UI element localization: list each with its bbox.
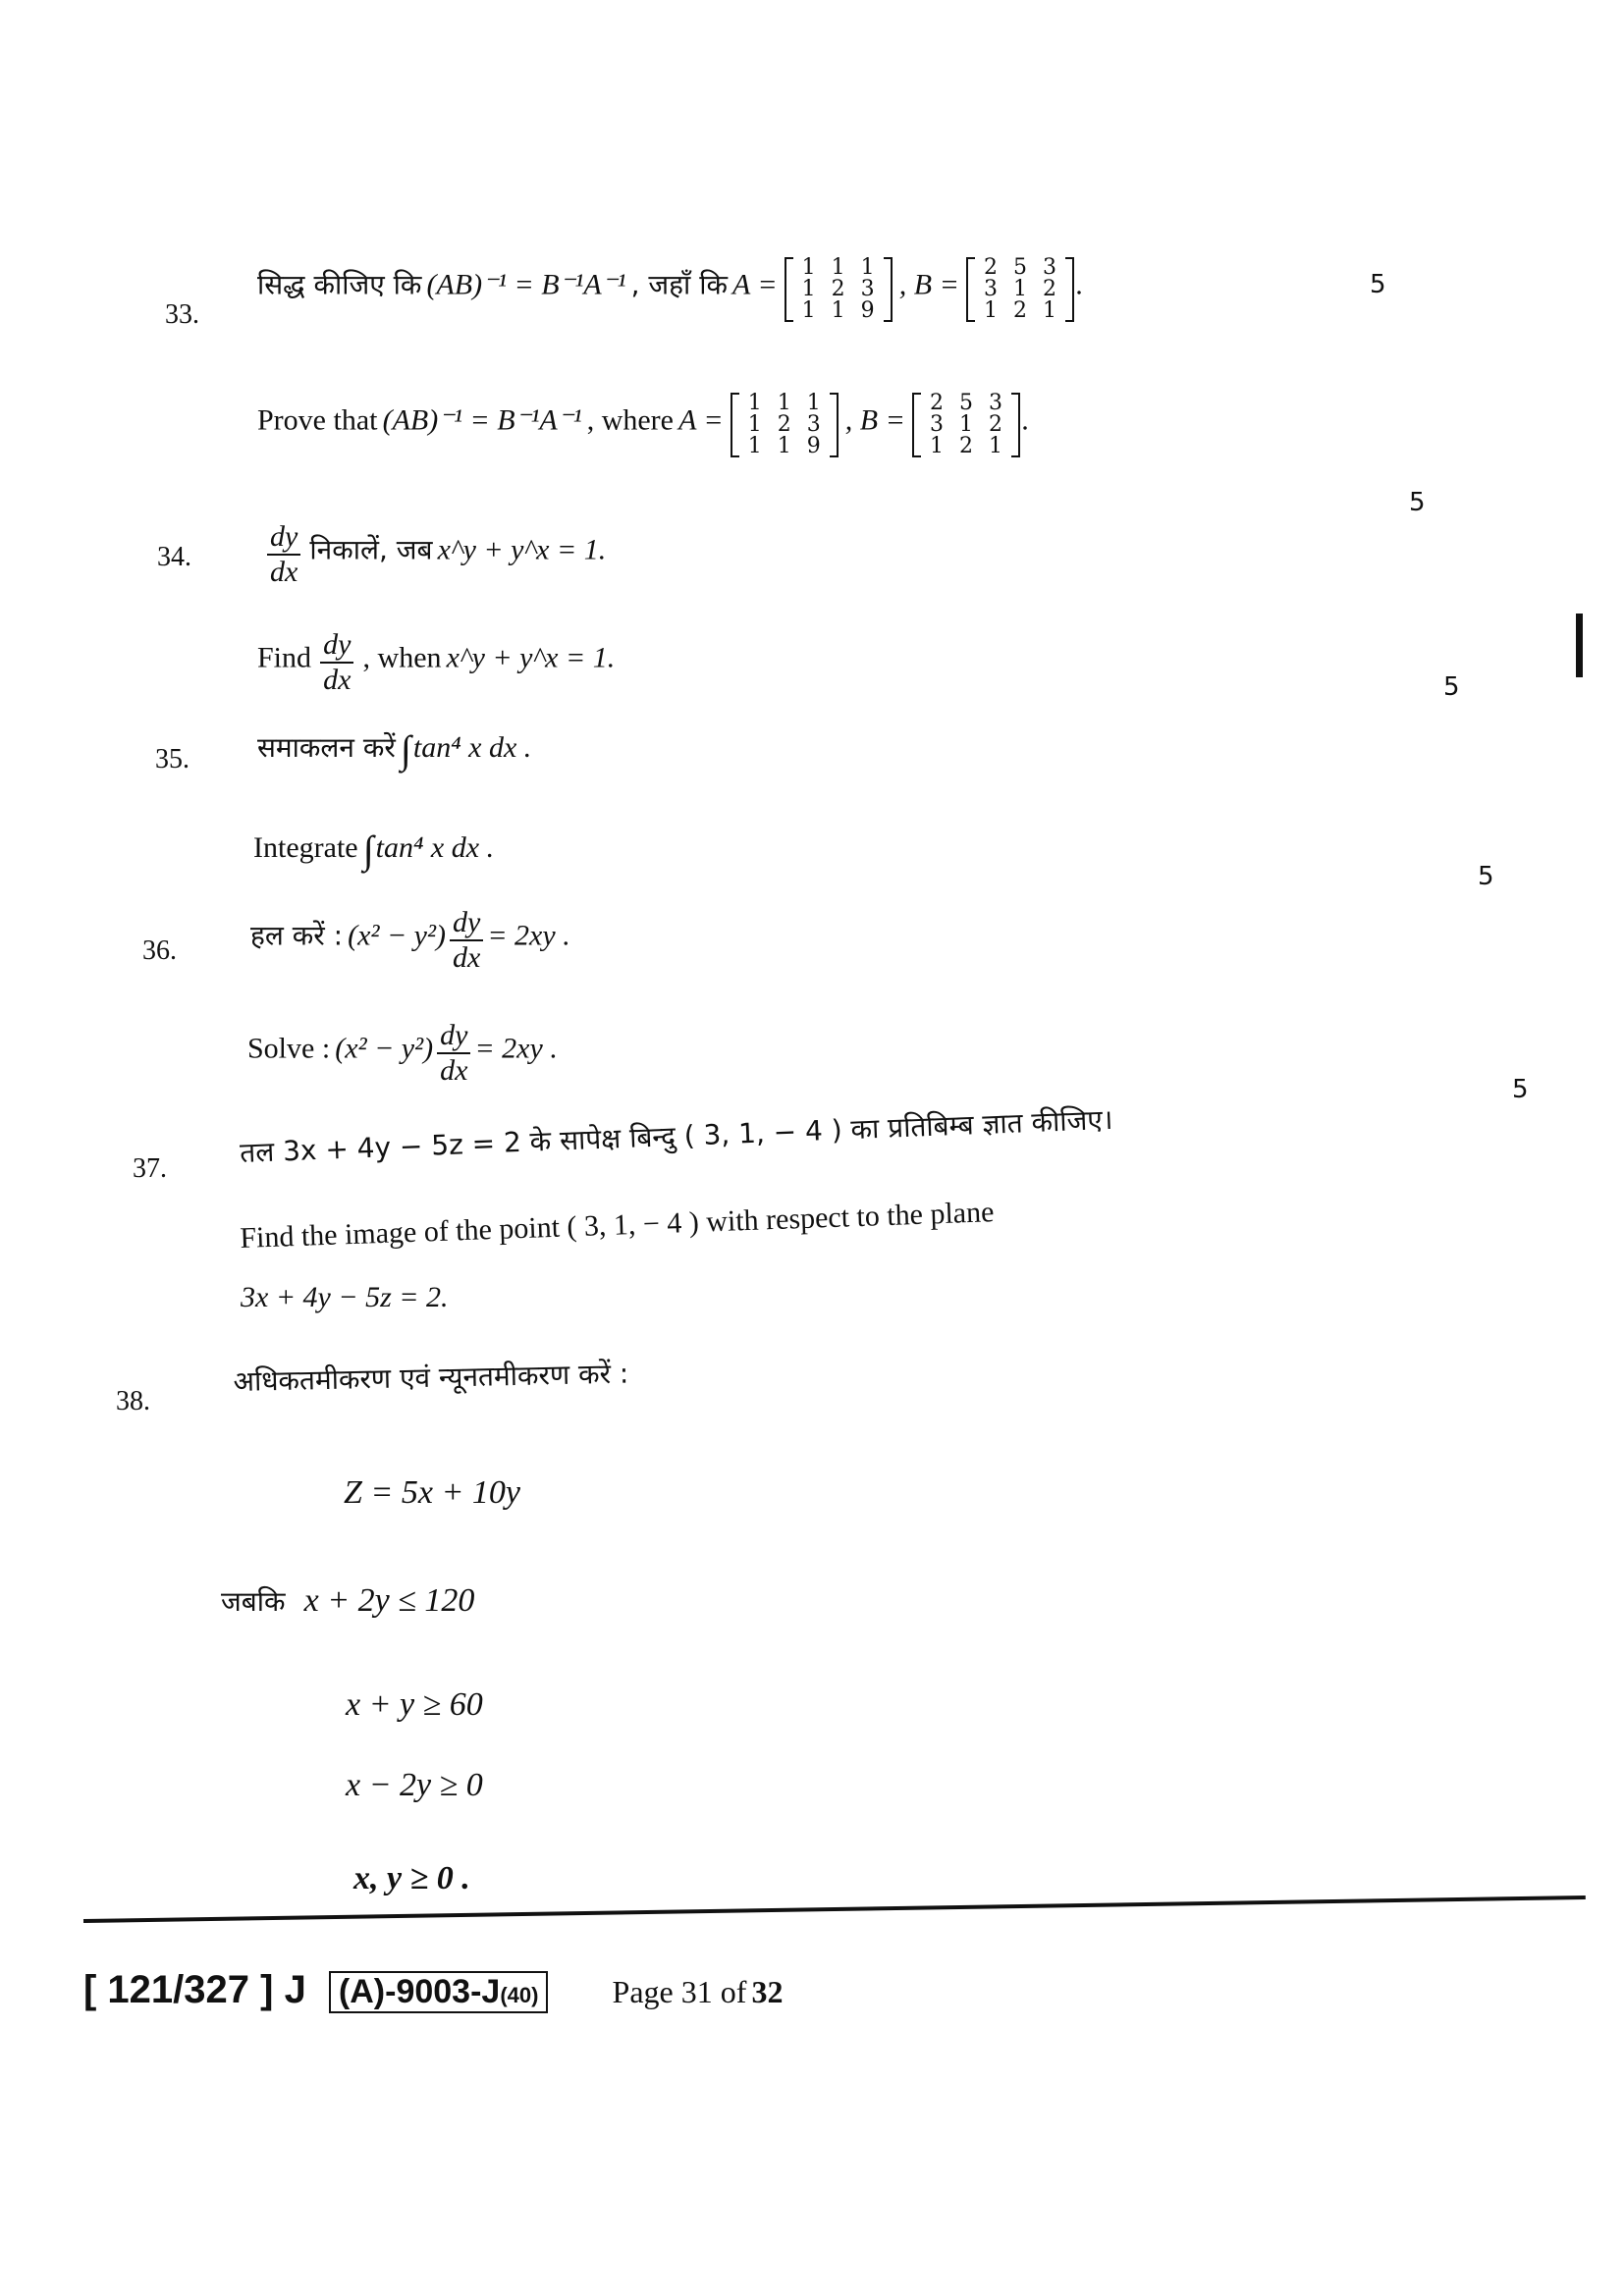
question-number: 38.	[116, 1386, 150, 1416]
question-text: Find	[257, 641, 312, 674]
page-label: Page 31 of	[612, 1974, 747, 2009]
constraint: x + 2y ≤ 120	[303, 1582, 475, 1619]
integral-symbol: ∫	[362, 828, 374, 872]
equation-rhs: = 2xy .	[474, 1032, 558, 1065]
question-38-hindi: अधिकतमीकरण एवं न्यूनतमीकरण करें :	[233, 1357, 629, 1399]
objective-function: Z = 5x + 10y	[344, 1474, 520, 1511]
scan-artifact	[1576, 614, 1583, 677]
question-36-hindi	[250, 908, 570, 973]
question-number: 35.	[155, 744, 189, 774]
equation: x^y + y^x = 1.	[437, 533, 607, 566]
footer-divider	[83, 1896, 1586, 1923]
question-35-english	[253, 827, 494, 873]
matrix-a-label: A =	[732, 268, 778, 301]
question-text: सिद्ध कीजिए कि	[257, 268, 422, 301]
equation-lhs: (x² − y²)	[335, 1032, 434, 1065]
question-text: Prove that	[257, 403, 378, 437]
page-total: 32	[751, 1974, 784, 2009]
question-number: 37.	[133, 1153, 167, 1184]
derivative-fraction: $\frac{dy}{dx}$	[267, 522, 300, 587]
question-34-hindi	[263, 522, 606, 587]
question-34-english	[257, 630, 615, 695]
question-33-english: Prove that (AB)⁻¹ = B⁻¹A⁻¹ , where A = 1 1 1 1 2 3 1 1 9 , B = 2 5 3 3 1 2 1 2 1 .	[257, 391, 1030, 458]
equation: (AB)⁻¹ = B⁻¹A⁻¹	[426, 268, 626, 301]
question-33-hindi: सिद्ध कीजिए कि (AB)⁻¹ = B⁻¹A⁻¹ , जहाँ कि A = 1 1 1 1 2 3 1 1 9 , B = 2 5 3 3 1 2 1 2 1 .	[257, 255, 1084, 323]
matrix-a: 1 1 1 1 2 3 1 1 9	[731, 393, 839, 457]
derivative-fraction: $\frac{dy}{dx}$	[437, 1021, 470, 1086]
marks: 5	[1478, 862, 1494, 891]
derivative-fraction: $\frac{dy}{dx}$	[320, 630, 353, 695]
question-36-english	[247, 1021, 558, 1086]
matrix-b: 2 5 3 3 1 2 1 2 1	[966, 257, 1074, 322]
equation: (AB)⁻¹ = B⁻¹A⁻¹	[382, 403, 582, 437]
question-number: 36.	[142, 935, 177, 966]
question-number: 34.	[157, 542, 191, 572]
matrix-b-label: , B =	[898, 268, 959, 301]
equation-lhs: (x² − y²)	[348, 919, 446, 952]
marks: 5	[1443, 672, 1460, 702]
question-37-english-line1: Find the image of the point ( 3, 1, − 4 ) with respect to the plane	[239, 1196, 995, 1255]
paper-code: [ 121/327 ] J	[83, 1968, 306, 2011]
matrix-b-label: , B =	[844, 403, 905, 437]
question-text: , जहाँ कि	[630, 268, 728, 301]
question-text: समाकलन करें	[257, 731, 396, 764]
question-number: 33.	[165, 299, 199, 330]
constraint: x + y ≥ 60	[346, 1686, 483, 1723]
question-37-hindi: तल 3x + 4y − 5z = 2 के सापेक्ष बिन्दु ( 3, 1, − 4 ) का प्रतिबिम्ब ज्ञात कीजिए।	[239, 1102, 1113, 1170]
marks: 5	[1409, 488, 1426, 517]
equation: tan⁴ x dx .	[412, 731, 532, 764]
matrix-a: 1 1 1 1 2 3 1 1 9	[785, 257, 893, 322]
constraint: x − 2y ≥ 0	[346, 1767, 483, 1803]
marks: 5	[1370, 270, 1386, 299]
question-35-hindi	[257, 726, 531, 773]
subject-to-label: जबकि	[221, 1585, 286, 1618]
constraint-row	[221, 1582, 474, 1620]
question-37-english-line2: 3x + 4y − 5z = 2.	[241, 1281, 449, 1313]
constraint: x, y ≥ 0 .	[353, 1860, 470, 1896]
integral-symbol: ∫	[400, 727, 411, 772]
derivative-fraction: $\frac{dy}{dx}$	[450, 908, 483, 973]
equation-rhs: = 2xy .	[487, 919, 570, 952]
question-text: Integrate	[253, 831, 358, 864]
question-text: , where	[586, 403, 674, 437]
equation: tan⁴ x dx .	[375, 831, 495, 864]
matrix-b: 2 5 3 3 1 2 1 2 1	[912, 393, 1020, 457]
marks: 5	[1512, 1075, 1529, 1104]
question-text: निकालें, जब	[309, 533, 433, 566]
equation: x^y + y^x = 1.	[446, 641, 616, 674]
series-code-box: (A)-9003-J(40)	[329, 1971, 549, 2013]
question-text: हल करें :	[250, 919, 344, 952]
question-text: Solve :	[247, 1032, 331, 1065]
matrix-a-label: A =	[678, 403, 724, 437]
footer	[83, 1968, 783, 2013]
question-text: , when	[362, 641, 442, 674]
